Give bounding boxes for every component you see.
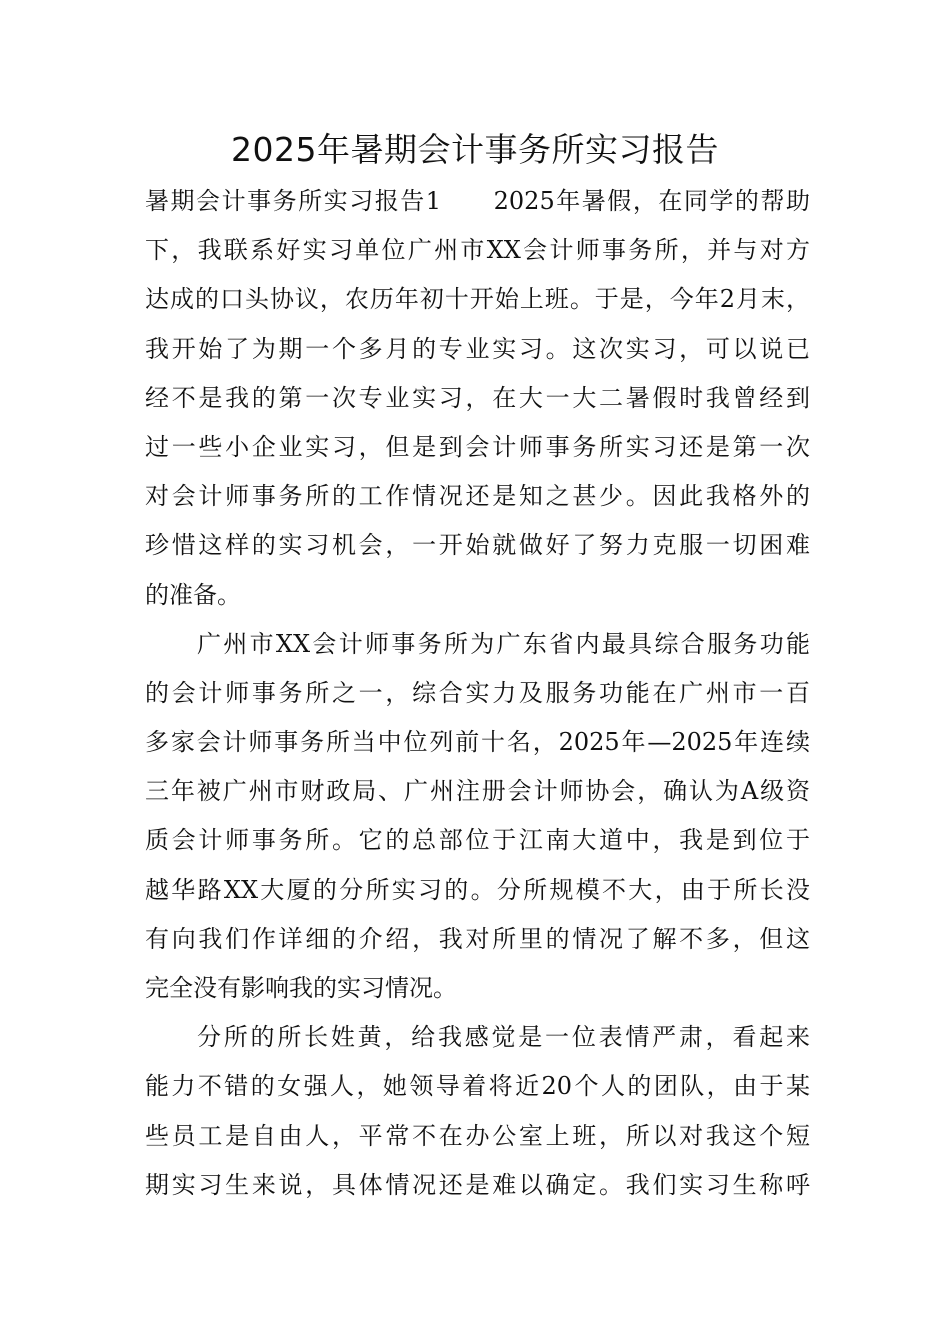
paragraph-3-line-3: 些员工是自由人，平常不在办公室上班，所以对我这个短 (145, 1121, 810, 1150)
paragraph-3-line-2: 能力不错的女强人，她领导着将近20个人的团队，由于某 (145, 1072, 810, 1101)
paragraph-2-line-3: 多家会计师事务所当中位列前十名，2025年—2025年连续 (145, 728, 810, 757)
paragraph-1-line-5: 经不是我的第一次专业实习，在大一大二暑假时我曾经到 (145, 383, 810, 412)
paragraph-1-line-3: 达成的口头协议，农历年初十开始上班。于是，今年2月末， (145, 285, 810, 314)
paragraph-3-line-4: 期实习生来说，具体情况还是难以确定。我们实习生称呼 (145, 1170, 810, 1199)
document-title: 2025年暑期会计事务所实习报告 (231, 130, 719, 169)
paragraph-1-line-9: 的准备。 (145, 580, 241, 609)
paragraph-2-line-7: 有向我们作详细的介绍，我对所里的情况了解不多，但这 (145, 924, 810, 953)
paragraph-2-line-4: 三年被广州市财政局、广州注册会计师协会，确认为A级资 (145, 777, 810, 806)
paragraph-1-line-1: 暑期会计事务所实习报告1 2025年暑假，在同学的帮助 (145, 187, 810, 215)
paragraph-2-line-1: 广州市XX会计师事务所为广东省内最具综合服务功能 (197, 629, 810, 658)
paragraph-2-line-5: 质会计师事务所。它的总部位于江南大道中，我是到位于 (145, 826, 810, 855)
paragraph-2-line-8: 完全没有影响我的实习情况。 (145, 974, 457, 1002)
paragraph-2-line-2: 的会计师事务所之一，综合实力及服务功能在广州市一百 (145, 678, 810, 707)
paragraph-3-line-1: 分所的所长姓黄，给我感觉是一位表情严肃，看起来 (197, 1023, 810, 1052)
paragraph-2-line-6: 越华路XX大厦的分所实习的。分所规模不大，由于所长没 (145, 875, 810, 904)
document-body (145, 177, 810, 1210)
paragraph-1-line-8: 珍惜这样的实习机会，一开始就做好了努力克服一切困难 (145, 531, 810, 560)
paragraph-1-line-6: 过一些小企业实习，但是到会计师事务所实习还是第一次 (145, 432, 810, 461)
paragraph-1-line-2: 下，我联系好实习单位广州市XX会计师事务所，并与对方 (145, 236, 810, 265)
paragraph-1-line-4: 我开始了为期一个多月的专业实习。这次实习，可以说已 (145, 334, 810, 363)
paragraph-1-line-7: 对会计师事务所的工作情况还是知之甚少。因此我格外的 (145, 482, 810, 511)
